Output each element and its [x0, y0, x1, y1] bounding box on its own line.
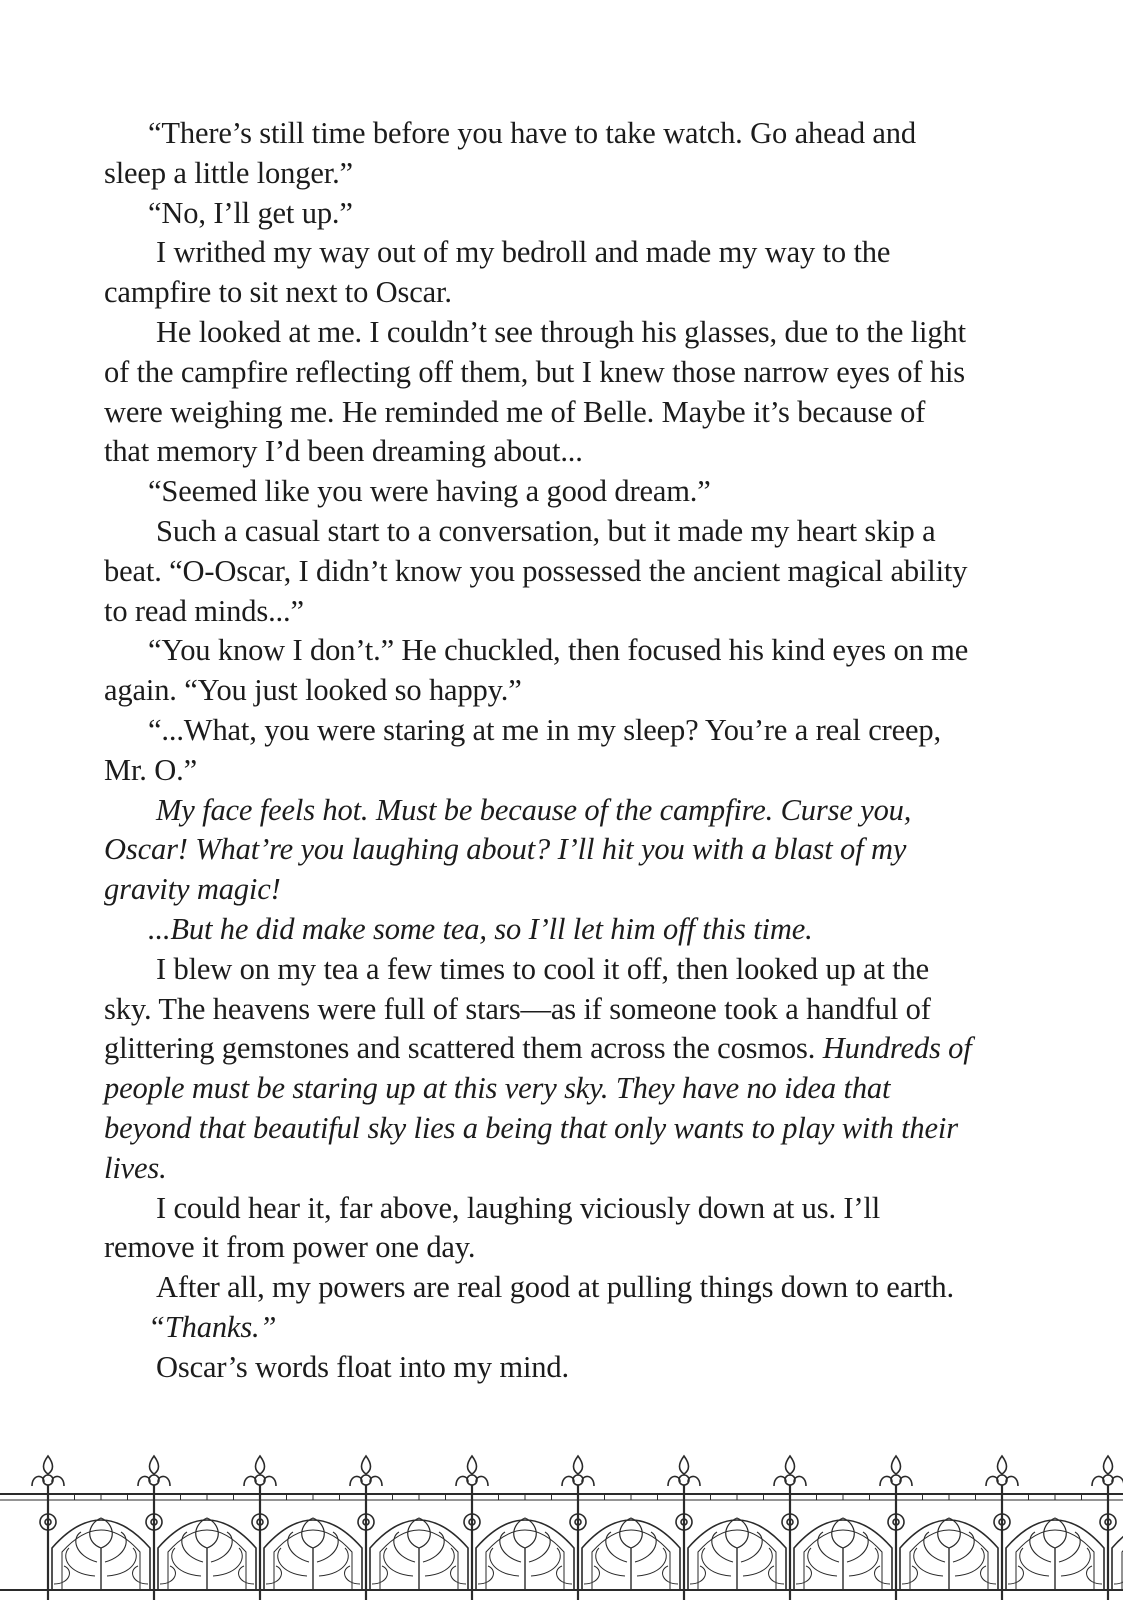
paragraph: After all, my powers are real good at pulling things down to earth.: [156, 1270, 954, 1305]
paragraph: “There’s still time before you have to take watch. Go ahead and sleep a little longer.”: [104, 116, 917, 190]
paragraph: He looked at me. I couldn’t see through his glasses, due to the light of the campfire reflecting off them, but I knew those narrow eyes of his were weighing me. He reminded me of Belle. Maybe it’s because of that memory I’d been dreaming about...: [104, 314, 966, 469]
body-text: [104, 114, 974, 1388]
paragraph: “...What, you were staring at me in my sleep? You’re a real creep, Mr. O.”: [104, 712, 941, 787]
paragraph-italic: “Thanks.”: [148, 1309, 277, 1344]
paragraph: I writhed my way out of my bedroll and made my way to the campfire to sit next to Oscar.: [104, 235, 891, 310]
paragraph: I could hear it, far above, laughing viciously down at us. I’ll remove it from power one day.: [104, 1190, 881, 1265]
paragraph: “No, I’ll get up.”: [148, 195, 353, 230]
paragraph: Oscar’s words float into my mind.: [156, 1349, 569, 1384]
paragraph: “Seemed like you were having a good dream.”: [148, 474, 711, 509]
paragraph: “You know I don’t.” He chuckled, then focused his kind eyes on me again. “You just looked so happy.”: [104, 633, 969, 708]
paragraph: Such a casual start to a conversation, but it made my heart skip a beat. “O-Oscar, I didn’t know you possessed the ancient magical ability to read minds...”: [104, 513, 968, 628]
paragraph-italic: ...But he did make some tea, so I’ll let him off this time.: [148, 911, 813, 946]
iron-railing-border: [0, 1452, 1123, 1600]
paragraph: I blew on my tea a few times to cool it off, then looked up at the sky. The heavens were full of stars—as if someone took a handful of glittering gemstones and scattered them across the cosmos. Hundreds of people must be staring up at this very sky. They have no idea that beyond that beautiful sky lies a being that only wants to play with their lives.: [104, 951, 972, 1185]
paragraph-italic: My face feels hot. Must be because of the campfire. Curse you, Oscar! What’re you laughing about? I’ll hit you with a blast of my gravity magic!: [104, 792, 912, 907]
